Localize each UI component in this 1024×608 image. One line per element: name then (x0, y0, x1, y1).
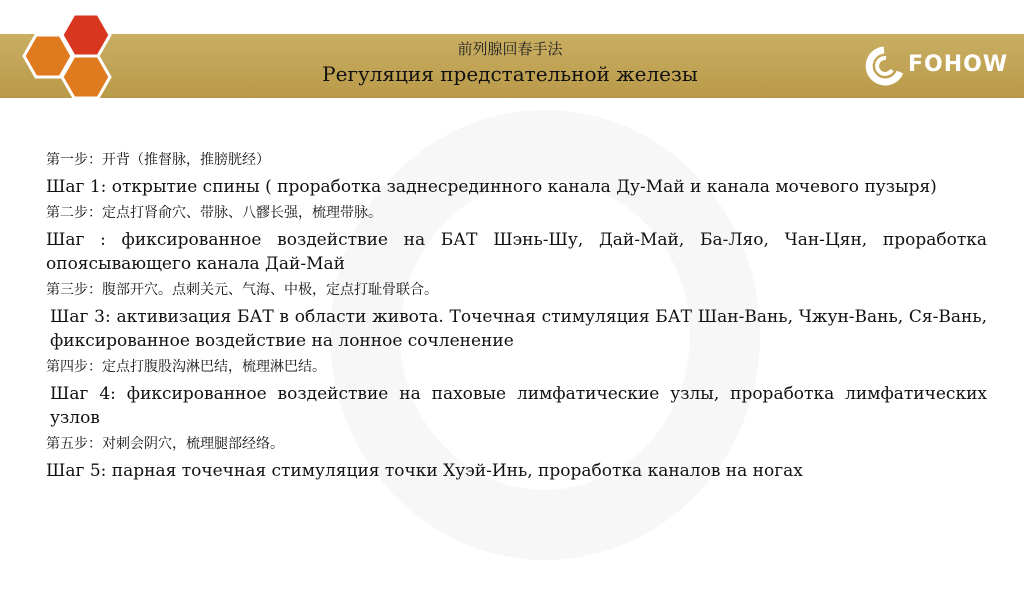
slide-header (0, 0, 1024, 104)
step-3-russian: Шаг 3: активизация БАТ в области живота. Точечная стимуляция БАТ Шан-Вань, Чжун-Вань, Ся-Вань, фиксированное воздействие на лонное сочленение (50, 307, 987, 351)
title-chinese: 前列腺回春手法 (457, 40, 563, 58)
step-3-chinese: 第三步：腹部开穴。点刺关元、气海、中极，定点打耻骨联合。 (46, 282, 438, 298)
step-4-chinese: 第四步：定点打腹股沟淋巴结，梳理淋巴结。 (46, 359, 326, 375)
step-5-russian: Шаг 5: парная точечная стимуляция точки Хуэй-Инь, проработка каналов на ногах (46, 461, 803, 481)
hexagon-orange-bottom (62, 56, 110, 98)
logo-text: FOHOW (908, 52, 1009, 77)
hexagon-red-top (62, 14, 110, 56)
step-1-russian: Шаг 1: открытие спины ( проработка заднесрединного канала Ду-Май и канала мочевого пузыря) (46, 177, 937, 197)
step-1-chinese: 第一步：开背（推督脉，推膀胱经） (46, 152, 270, 168)
step-4-russian: Шаг 4: фиксированное воздействие на паховые лимфатические узлы, проработка лимфатических узлов (50, 384, 987, 428)
title-russian: Регуляция предстательной железы (322, 62, 698, 86)
steps-content (42, 150, 987, 487)
step-2-russian: Шаг : фиксированное воздействие на БАТ Шэнь-Шу, Дай-Май, Ба-Ляо, Чан-Цян, проработка опоясывающего канала Дай-Май (46, 230, 987, 274)
step-2-chinese: 第二步：定点打肾俞穴、带脉、八髎长强，梳理带脉。 (46, 205, 382, 221)
hexagon-decoration (14, 14, 124, 104)
step-5-chinese: 第五步：对刺会阴穴，梳理腿部经络。 (46, 436, 284, 452)
